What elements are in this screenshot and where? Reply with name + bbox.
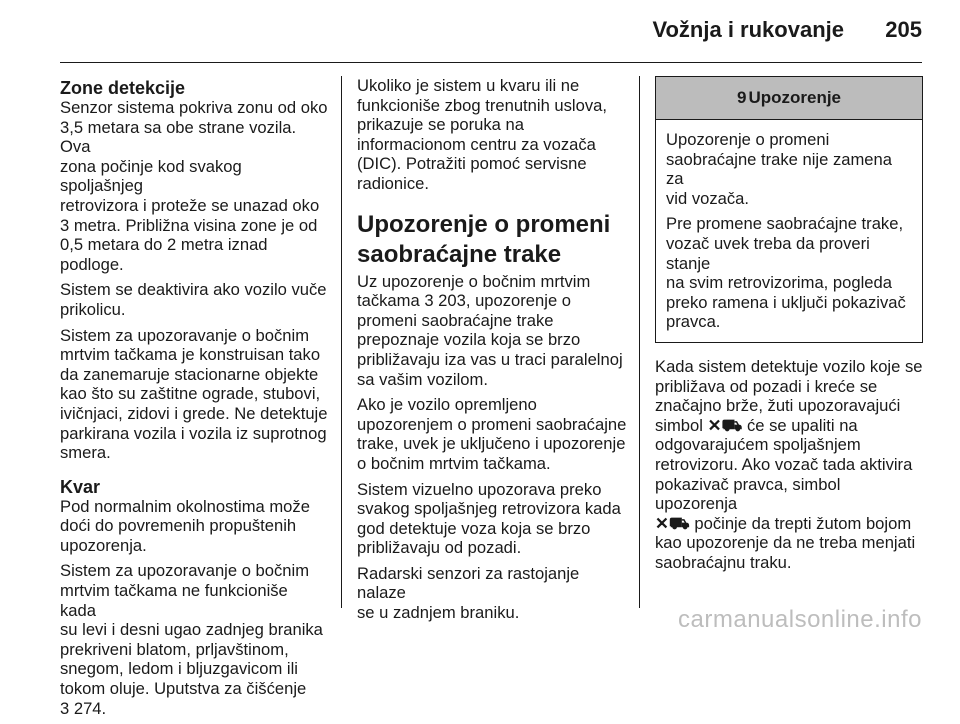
column-left [60, 78, 328, 724]
warning-box [655, 76, 923, 343]
warning-box-body [656, 120, 922, 342]
detection-text-b: će se upaliti na odgovarajućem spoljašnjem retrovizoru. Ako vozač tada aktivira pokazivač pravca, simbol upozorenja [655, 415, 913, 514]
kvar-paragraph-1: Pod normalnim okolnostima može doći do povremenih propuštenih upozorenja. [60, 496, 310, 555]
detection-paragraph [655, 357, 923, 573]
detection-text-c: počinje da trepti žutom bojom kao upozorenje da ne treba menjati saobraćajnu traku. [655, 513, 916, 572]
zone-heading: Zone detekcije [60, 78, 186, 98]
lane-change-alert-icon-2: ✕⛟ [655, 513, 690, 533]
zone-paragraph-1: Senzor sistema pokriva zonu od oko 3,5 metara sa obe strane vozila. Ova zona počinje kod svakog spoljašnjeg retrovizora i proteže se unazad oko 3 metra. Približna visina zone je od 0,5 metara do 2 metra iznad podloge. [60, 98, 328, 274]
kvar-heading: Kvar [60, 476, 101, 497]
column-middle [357, 76, 627, 629]
fault-paragraph: Ukoliko je sistem u kvaru ili ne funkcioniše zbog trenutnih uslova, prikazuje se poruka na informacionom centru za vozača (DIC). Potražiti pomoć servisne radionice. [357, 76, 607, 193]
lane-change-paragraph-2: Ako je vozilo opremljeno upozorenjem o promeni saobraćajne trake, uvek je uključeno i upozorenje o bočnim mrtvim tačkama. [357, 395, 627, 473]
warning-paragraph-2: Pre promene saobraćajne trake, vozač uvek treba da proveri stanje na svim retrovizorima, pogleda preko ramena i uključi pokazivač pravca. [666, 214, 906, 332]
page-number: 205 [885, 17, 922, 42]
lane-change-paragraph-3: Sistem vizuelno upozorava preko svakog spoljašnjeg retrovizora kada god detektuje voza koja se brzo približavaju od pozadi. [357, 479, 621, 558]
warning-triangle-icon: 9 [736, 88, 747, 108]
zone-paragraph-3: Sistem za upozoravanje o bočnim mrtvim tačkama je konstruisan tako da zanemaruje stacionarne objekte kao što su zaštitne ograde, stubovi, ivičnjaci, zidovi i grede. Ne detektuje parkirana vozila i vozila iz suprotnog smera. [60, 325, 328, 463]
detection-text-a: Kada sistem detektuje vozilo koje se približava od pozadi i kreće se značajno brže, žuti upozoravajući simbol [655, 356, 923, 435]
warning-box-header [656, 77, 922, 120]
section-heading-lane-change: Upozorenje o promeni saobraćajne trake [357, 210, 611, 268]
kvar-paragraph-2: Sistem za upozoravanje o bočnim mrtvim tačkama ne funkcioniše kada su levi i desni ugao zadnjeg branika prekriveni blatom, prljavštinom, snegom, ledom i bljuzgavicom ili tokom oluje. Uputstva za čišćenje 3 274. [60, 561, 323, 718]
header-rule [60, 62, 922, 63]
watermark: carmanualsonline.info [678, 606, 922, 633]
warning-paragraph-1: Upozorenje o promeni saobraćajne trake nije zamena za vid vozača. [666, 130, 892, 208]
lane-change-paragraph-1: Uz upozorenje o bočnim mrtvim tačkama 3 203, upozorenje o promeni saobraćajne trake prepoznaje vozila koja se brzo približavaju iza vas u traci paralelnoj sa vašim vozilom. [357, 271, 623, 389]
zone-paragraph-2: Sistem se deaktivira ako vozilo vuče prikolicu. [60, 280, 327, 319]
warning-title: Upozorenje [748, 88, 842, 108]
lane-change-alert-icon: ✕⛟ [707, 415, 743, 435]
running-header-title: Vožnja i rukovanje [652, 17, 844, 42]
column-divider-left [341, 76, 342, 608]
page-header [0, 0, 960, 64]
column-right [655, 76, 923, 578]
lane-change-paragraph-4: Radarski senzori za rastojanje nalaze se u zadnjem braniku. [357, 563, 580, 623]
column-divider-right [639, 76, 640, 608]
